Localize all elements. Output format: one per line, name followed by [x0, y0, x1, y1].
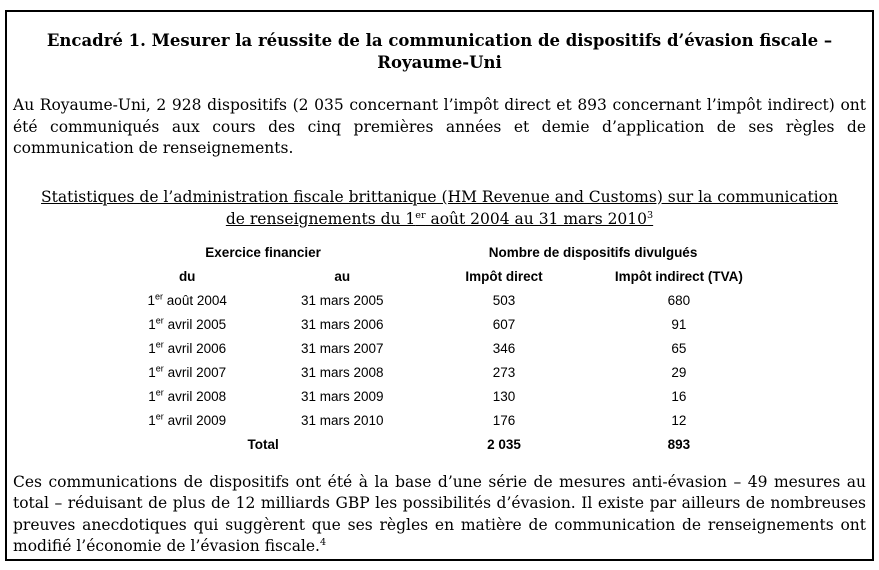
box-title-line1: Encadré 1. Mesurer la réussite de la communication de dispositifs d’évasion fiscale –: [46, 31, 833, 50]
ordinal-superscript: er: [155, 363, 164, 373]
cell-du: 1er août 2004: [147, 291, 227, 308]
cell-impot-direct: 607: [492, 316, 516, 332]
footnote-ref-3: 3: [647, 209, 654, 221]
column-header-impot-indirect: Impôt indirect (TVA): [614, 268, 743, 284]
total-impot-direct: 2 035: [487, 436, 521, 452]
table-heading-line2: [226, 210, 653, 228]
footnote-ref-4: 4: [320, 536, 327, 548]
column-group-exercice: Exercice financier: [205, 244, 321, 260]
cell-au: 31 mars 2007: [301, 340, 384, 356]
box-title: [13, 30, 866, 74]
encadre-box: [5, 10, 874, 561]
cell-impot-indirect: 12: [671, 412, 687, 428]
statistics-table: [108, 241, 768, 457]
column-header-au: au: [334, 268, 351, 284]
table-heading: [13, 186, 866, 230]
cell-au: 31 mars 2006: [301, 316, 384, 332]
cell-impot-direct: 346: [492, 340, 516, 356]
cell-impot-direct: 503: [492, 292, 516, 308]
cell-du: 1er avril 2006: [148, 339, 227, 356]
cell-du: 1er avril 2009: [148, 411, 227, 428]
column-group-nombre: Nombre de dispositifs divulgués: [488, 244, 698, 260]
closing-paragraph: [13, 472, 866, 558]
cell-au: 31 mars 2010: [301, 412, 384, 428]
box-title-line2: Royaume-Uni: [377, 53, 502, 72]
cell-au: 31 mars 2005: [301, 292, 384, 308]
cell-impot-indirect: 65: [671, 340, 687, 356]
cell-du: 1er avril 2005: [148, 315, 227, 332]
cell-au: 31 mars 2008: [301, 364, 384, 380]
ordinal-superscript: er: [155, 315, 164, 325]
heading-line2-dates: août 2004 au 31 mars 2010: [425, 209, 648, 228]
column-header-impot-direct: Impôt direct: [465, 268, 543, 284]
intro-paragraph: Au Royaume-Uni, 2 928 dispositifs (2 035 concernant l’impôt direct et 893 concernant l’impôt indirect) ont été communiqués aux cours des cinq premières années et demie d’application de ses règles de communication de renseignements.: [13, 96, 866, 157]
total-label: Total: [247, 436, 279, 452]
cell-impot-direct: 273: [492, 364, 516, 380]
ordinal-superscript: er: [155, 387, 164, 397]
ordinal-superscript: er: [155, 411, 164, 421]
ordinal-superscript: er: [155, 291, 164, 301]
closing-paragraph-text: Ces communications de dispositifs ont été à la base d’une série de mesures anti-évasion – 49 mesures au total – réduisant de plus de 12 milliards GBP les possibilités d’évasion. Il existe par ailleurs de nombreuses preuves anecdotiques qui suggèrent que ses règles en matière de communication de renseignements ont modifié l’économie de l’évasion fiscale.: [13, 472, 866, 555]
ordinal-superscript: er: [155, 339, 164, 349]
cell-impot-indirect: 91: [671, 316, 687, 332]
cell-impot-direct: 176: [492, 412, 516, 428]
cell-au: 31 mars 2009: [301, 388, 384, 404]
heading-line2-text: de renseignements du 1: [225, 209, 416, 228]
cell-impot-direct: 130: [492, 388, 516, 404]
cell-du: 1er avril 2008: [148, 387, 227, 404]
cell-impot-indirect: 680: [667, 292, 691, 308]
column-header-du: du: [178, 268, 196, 284]
cell-impot-indirect: 29: [671, 364, 687, 380]
cell-du: 1er avril 2007: [148, 363, 227, 380]
cell-impot-indirect: 16: [671, 388, 687, 404]
ordinal-superscript: er: [415, 209, 426, 221]
total-impot-indirect: 893: [667, 436, 691, 452]
table-heading-line1: Statistiques de l’administration fiscale brittanique (HM Revenue and Customs) sur la communication: [41, 187, 838, 206]
